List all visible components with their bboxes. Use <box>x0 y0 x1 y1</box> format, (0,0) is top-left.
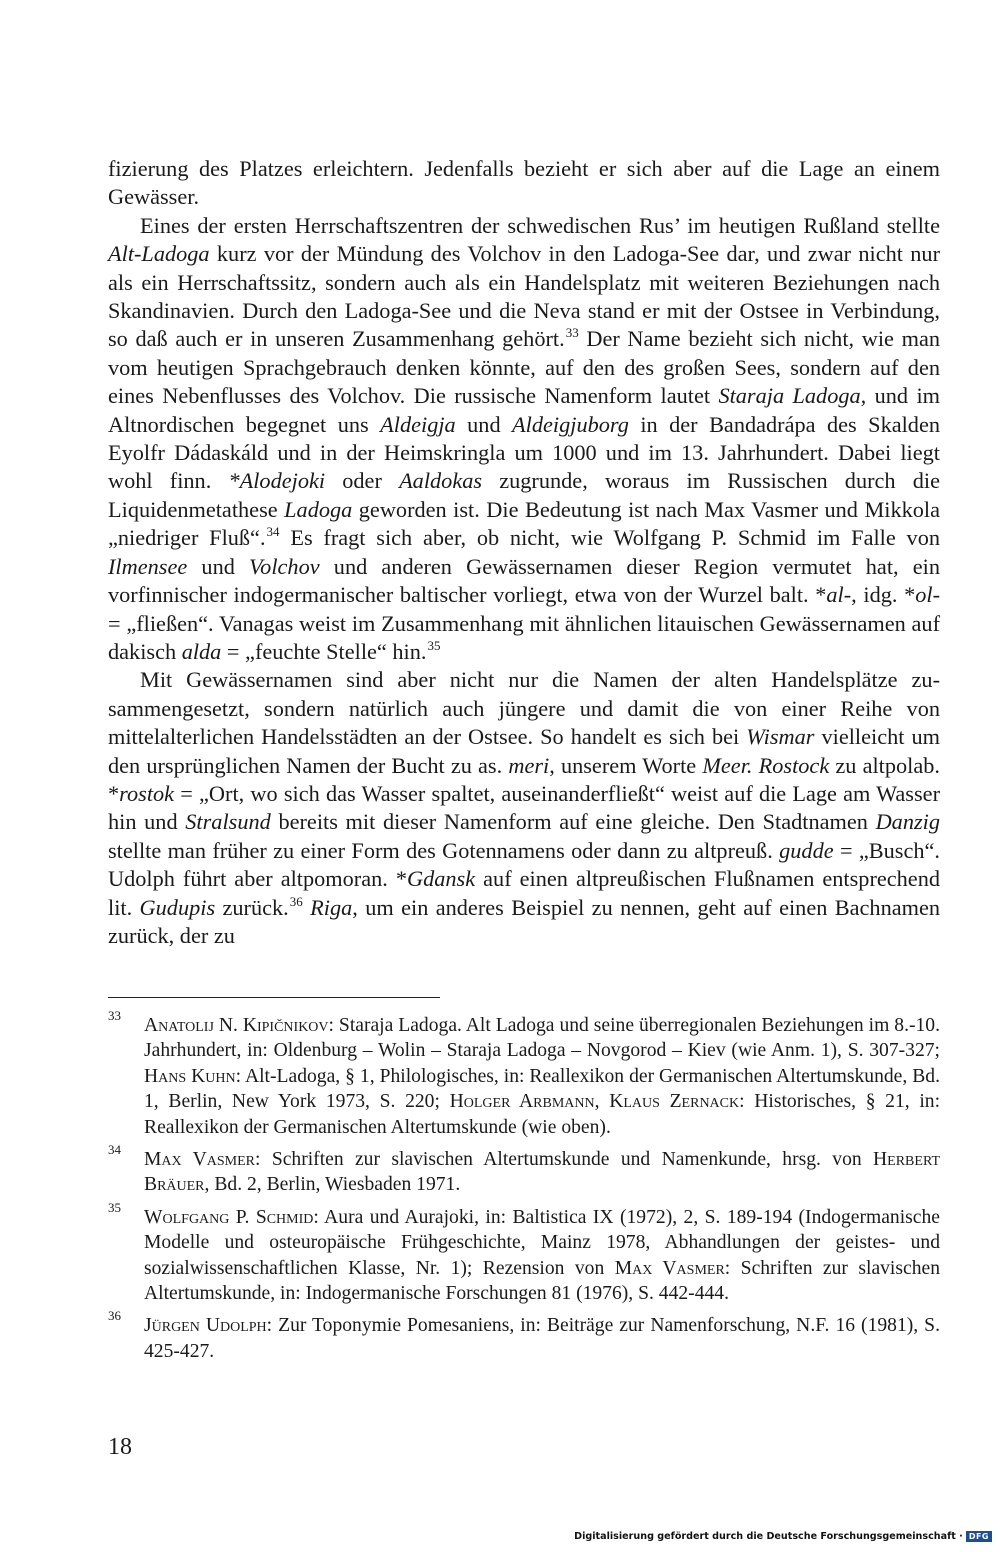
page-number: 18 <box>108 1434 132 1460</box>
text-run: Eines der ersten Herrschaftszentren der schwedischen Rus’ im heutigen Rußland stellte <box>140 212 940 238</box>
text-run: in der Bandadrápa des Skalden Eyolfr Dádaskáld und in der Heimskringla um 1000 und im 13. Jahrhundert. Dabei liegt wohl finn. <box>108 411 941 494</box>
italic-term: Aldeigja <box>380 411 456 437</box>
footnote-ref-34[interactable]: 34 <box>266 524 280 540</box>
italic-term: Wismar <box>746 724 815 750</box>
author-name: Anatolij N. Kipičnikov <box>144 1015 329 1036</box>
text-run: oder <box>325 468 400 494</box>
text-run: , um ein anderes Beispiel zu nennen, geht auf einen Bachnamen zurück, der zu <box>108 894 940 948</box>
italic-term: Ilmensee <box>108 553 188 579</box>
footnote-36 <box>108 1308 940 1364</box>
text-run: und <box>187 553 250 579</box>
author-name: Herbert Bräuer <box>144 1149 940 1196</box>
text-run: geworden ist. Die Bedeutung ist nach Max Vasmer und Mikkola „niedriger Fluß“. <box>108 496 941 551</box>
text-run: Der Name bezieht sich nicht, wie man vom heutigen Sprachgebrauch denken könnte, auf den des großen Sees, sondern auf den eines Nebenflusses des Volchov. Die russische Namenform lautet <box>108 326 940 409</box>
footnote-number: 34 <box>108 1142 121 1158</box>
text-run: vielleicht um den ursprünglichen Namen der Bucht zu as. <box>108 724 940 778</box>
author-name: Jürgen Udolph <box>144 1315 267 1337</box>
credit-text: Digitalisierung gefördert durch die Deutsche Forschungsgemeinschaft · <box>574 1531 963 1542</box>
text-run: Es fragt sich aber, ob nicht, wie Wolfgang P. Schmid im Falle von <box>279 525 940 551</box>
italic-term: *Alodejoki <box>228 468 326 494</box>
text-run: Mit Gewässernamen sind aber nicht nur die Namen der alten Handelsplätze zusammengesetzt, sondern natürlich auch jüngere und damit die von einer Reihe von mittelalterlichen Handelsstädten an der Ostsee. So handelt es sich bei <box>108 667 940 750</box>
text-run: , unserem Worte <box>549 752 703 778</box>
footnote-text: : Schriften zur slavischen Altertumskunde und Namenkunde, hrsg. von <box>255 1149 874 1171</box>
italic-term: ol- <box>915 582 941 608</box>
footnotes <box>108 1008 941 1371</box>
author-name: Wolfgang P. Schmid <box>144 1206 314 1228</box>
footnote-text: , Bd. 2, Berlin, Wiesbaden 1971. <box>204 1174 461 1196</box>
author-name: Max Vasmer <box>614 1257 725 1279</box>
italic-term: Alt-Ladoga <box>108 241 210 267</box>
text-run: , idg. * <box>851 582 916 608</box>
paragraph-2 <box>108 212 940 667</box>
footnote-ref-35[interactable]: 35 <box>427 637 441 653</box>
author-name: Hans Kuhn <box>144 1065 236 1087</box>
italic-term: Volchov <box>249 553 320 579</box>
footnote-text: : Aura und Aurajoki, in: Baltistica IX (1972), 2, S. 189-194 (Indogermanische Modelle und osteuropäische Frühgeschichte, Mainz 1978, Abhandlungen der geistes- und sozialwissenschaftlichen Klasse, Nr. 1); Rezension von <box>144 1206 940 1279</box>
italic-term: Gudupis <box>139 894 216 920</box>
dfg-logo-icon: DFG <box>966 1531 992 1542</box>
footnote-ref-36[interactable]: 36 <box>289 893 303 909</box>
main-text <box>108 155 940 950</box>
text-run: fizierung des Platzes erleichtern. Jedenfalls bezieht er sich aber auf die Lage an einem Gewässer. <box>108 156 940 210</box>
italic-term: Riga <box>310 894 353 920</box>
footnote-divider <box>108 997 440 998</box>
footnote-number: 36 <box>108 1308 121 1324</box>
italic-term: meri <box>508 752 550 778</box>
italic-term: Rostock <box>758 752 830 778</box>
author-name: Klaus Zernack <box>609 1091 740 1113</box>
footnote-34 <box>108 1142 940 1198</box>
text-run: und im Altnordischen begegnet uns <box>108 383 940 437</box>
footnote-ref-33[interactable]: 33 <box>565 325 579 341</box>
footnote-text: , <box>594 1091 610 1113</box>
footnote-text: : Staraja Ladoga. Alt Ladoga und seine überregionalen Beziehungen im 8.-10. Jahrhundert, in: Oldenburg – Wolin – Staraja Ladoga – Novgorod – Kiev (wie Anm. 1), S. 307-327; <box>144 1015 940 1062</box>
text-run: bereits mit dieser Namenform auf eine gleiche. Den Stadtnamen <box>270 809 876 835</box>
footnote-35 <box>108 1199 940 1307</box>
paragraph-3 <box>108 666 940 950</box>
footnote-number: 35 <box>108 1199 121 1215</box>
text-run: zurück. <box>215 894 289 920</box>
text-run: = „feuchte Stelle“ hin. <box>221 638 427 664</box>
italic-term: alda <box>181 638 222 664</box>
footnote-text: : Zur Toponymie Pomesaniens, in: Beiträge zur Namenforschung, N.F. 16 (1981), S. 425-427. <box>144 1315 940 1362</box>
footnote-number: 33 <box>108 1008 121 1023</box>
italic-term: Ladoga <box>284 496 353 522</box>
text-run: kurz vor der Mündung des Volchov in den Ladoga-See dar, und zwar nicht nur als ein Herrschaftssitz, sondern auch als ein Handelsplatz mit weiteren Beziehungen nach Skandinavien. Durch den Ladoga-See und die Neva stand er mit der Ostsee in Verbindung, so daß auch er in unseren Zusammenhang gehört. <box>108 241 940 352</box>
text-run: = „Busch“. Udolph führt aber altpomoran. * <box>108 837 940 892</box>
italic-term: gudde <box>779 837 834 863</box>
italic-term: Staraja Ladoga, <box>718 383 867 409</box>
italic-term: Aldeigjuborg <box>512 411 629 437</box>
footnote-text: : Historisches, § 21, in: Reallexikon der Germanischen Altertumskunde (wie oben). <box>144 1091 941 1138</box>
italic-term: Meer. <box>702 752 753 778</box>
footnote-33 <box>108 1008 941 1140</box>
text-run: zugrunde, woraus im Russischen durch die Liquidenmetathese <box>108 468 940 522</box>
italic-term: Stralsund <box>185 809 271 835</box>
text-run: = „Ort, wo sich das Wasser spaltet, auseinanderfließt“ weist auf die Lage am Wasser hin und <box>108 780 940 835</box>
text-run: stellte man früher zu einer Form des Gotennamens oder dann zu altpreuß. <box>108 837 780 863</box>
author-name: Max Vasmer <box>144 1149 256 1171</box>
text-run: = „fließen“. Vanagas weist im Zusammenhang mit ähnlichen litauischen Gewässernamen auf dakisch <box>108 610 940 664</box>
footnote-text: : Schriften zur slavischen Altertumskunde, in: Indogermanische Forschungen 81 (1976), S. 442-444. <box>144 1257 940 1305</box>
italic-term: al- <box>826 582 852 608</box>
text-run: auf einen altpreußischen Flußnamen entsprechend lit. <box>108 866 940 920</box>
italic-term: rostok <box>119 780 175 806</box>
paragraph-1 <box>108 155 940 212</box>
author-name: Holger Arbmann <box>449 1091 595 1113</box>
italic-term: Aaldokas <box>399 468 483 494</box>
italic-term: Danzig <box>875 809 940 835</box>
italic-term: Gdansk <box>407 866 476 892</box>
text-run: und anderen Gewässernamen dieser Region vermutet hat, ein vorfinnischer indogermanischer baltischer vorliegt, etwa von der Wurzel balt. * <box>108 553 941 608</box>
page-body <box>108 155 940 950</box>
text-run: zu altpolab. * <box>108 752 940 806</box>
footnote-text: : Alt-Ladoga, § 1, Philologisches, in: Reallexikon der Germanischen Altertumskunde, Bd. 1, Berlin, New York 1973, S. 220; <box>144 1065 941 1113</box>
digitization-credit <box>574 1531 992 1542</box>
text-run: und <box>455 411 513 437</box>
